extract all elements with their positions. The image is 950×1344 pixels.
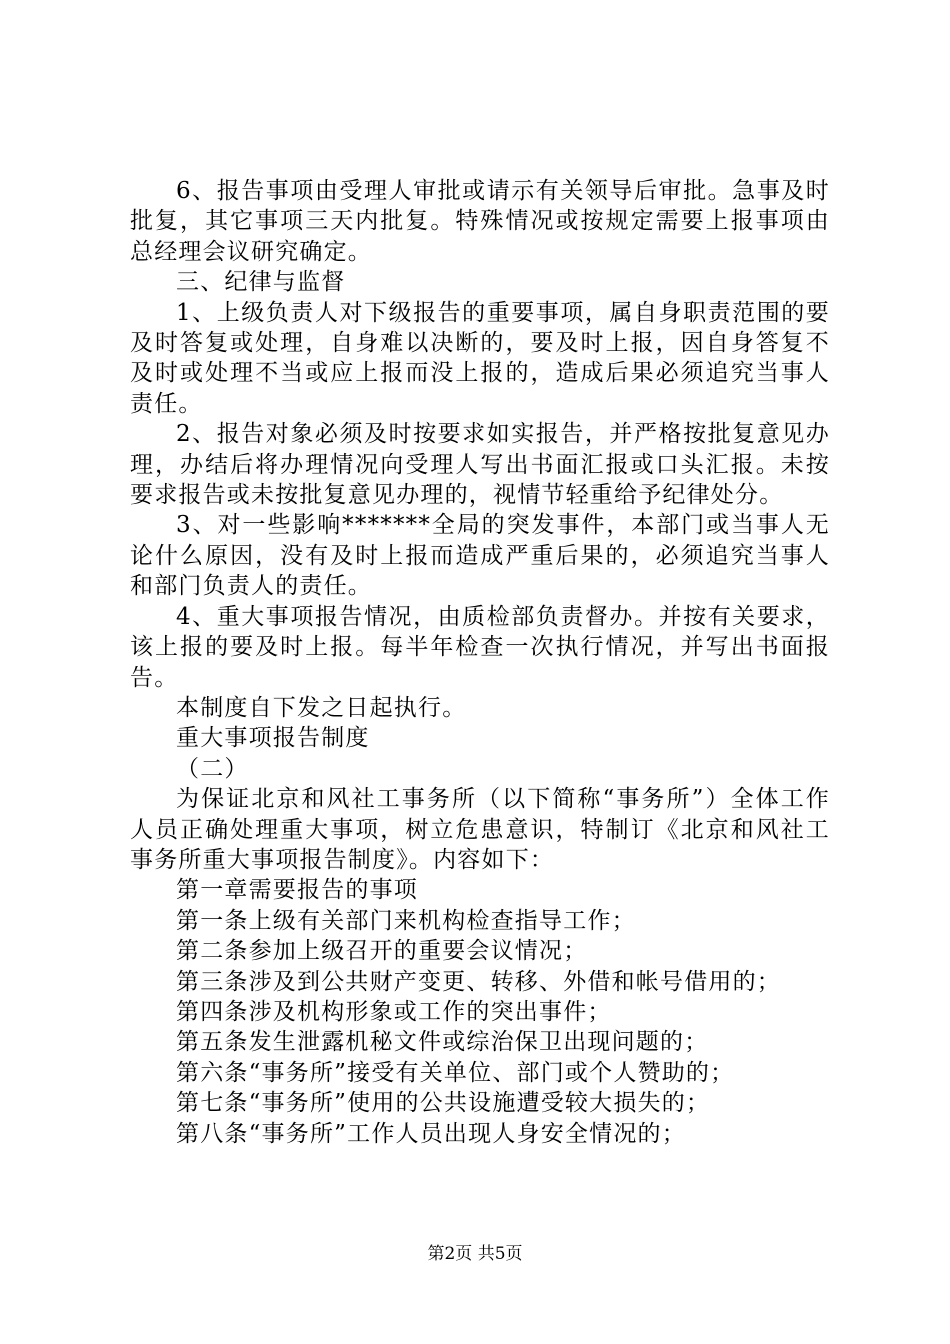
chapter-heading: 第一章需要报告的事项 <box>176 877 418 904</box>
paragraph-discipline-3: 3、对一些影响*******全局的突发事件，本部门或当事人无论什么原因，没有及时上报而造成严重后果的，必须追究当事人和部门负责人的责任。 <box>130 512 830 600</box>
article-5: 第五条发生泄露机秘文件或综治保卫出现问题的； <box>176 1029 709 1056</box>
article-2: 第二条参加上级召开的重要会议情况； <box>176 938 588 965</box>
paragraph-discipline-4: 4、重大事项报告情况，由质检部负责督办。并按有关要求，该上报的要及时上报。每半年检查一次执行情况，并写出书面报告。 <box>130 603 830 691</box>
paragraph-effective-date: 本制度自下发之日起执行。 <box>176 694 467 721</box>
article-6: 第六条“事务所”接受有关单位、部门或个人赞助的； <box>176 1059 735 1086</box>
paragraph-approval-rule: 6、报告事项由受理人审批或请示有关领导后审批。急事及时批复，其它事项三天内批复。特殊情况或按规定需要上报事项由总经理会议研究确定。 <box>130 178 830 265</box>
article-8: 第八条“事务所”工作人员出现人身安全情况的； <box>176 1120 686 1147</box>
article-7: 第七条“事务所”使用的公共设施遭受较大损失的； <box>176 1090 711 1117</box>
paragraph-intro: 为保证北京和风社工事务所（以下简称“事务所”）全体工作人员正确处理重大事项，树立危患意识，特制订《北京和风社工事务所重大事项报告制度》。内容如下： <box>130 786 830 873</box>
article-4: 第四条涉及机构形象或工作的突出事件； <box>176 998 612 1025</box>
document-title: 重大事项报告制度 <box>176 725 370 752</box>
paragraph-discipline-2: 2、报告对象必须及时按要求如实报告，并严格按批复意见办理，办结后将办理情况向受理人写出书面汇报或口头汇报。未按要求报告或未按批复意见办理的，视情节轻重给予纪律处分。 <box>130 421 830 509</box>
article-1: 第一条上级有关部门来机构检查指导工作； <box>176 907 636 934</box>
paragraph-discipline-1: 1、上级负责人对下级报告的重要事项，属自身职责范围的要及时答复或处理，自身难以决断的，要及时上报，因自身答复不及时或处理不当或应上报而没上报的，造成后果必须追究当事人责任。 <box>130 299 830 417</box>
page-number-footer: 第2页 共5页 <box>427 1244 523 1264</box>
document-body <box>130 176 830 1149</box>
document-subtitle: （二） <box>176 755 249 782</box>
article-3: 第三条涉及到公共财产变更、转移、外借和帐号借用的； <box>176 968 781 995</box>
section-heading-discipline: 三、纪律与监督 <box>176 269 346 296</box>
